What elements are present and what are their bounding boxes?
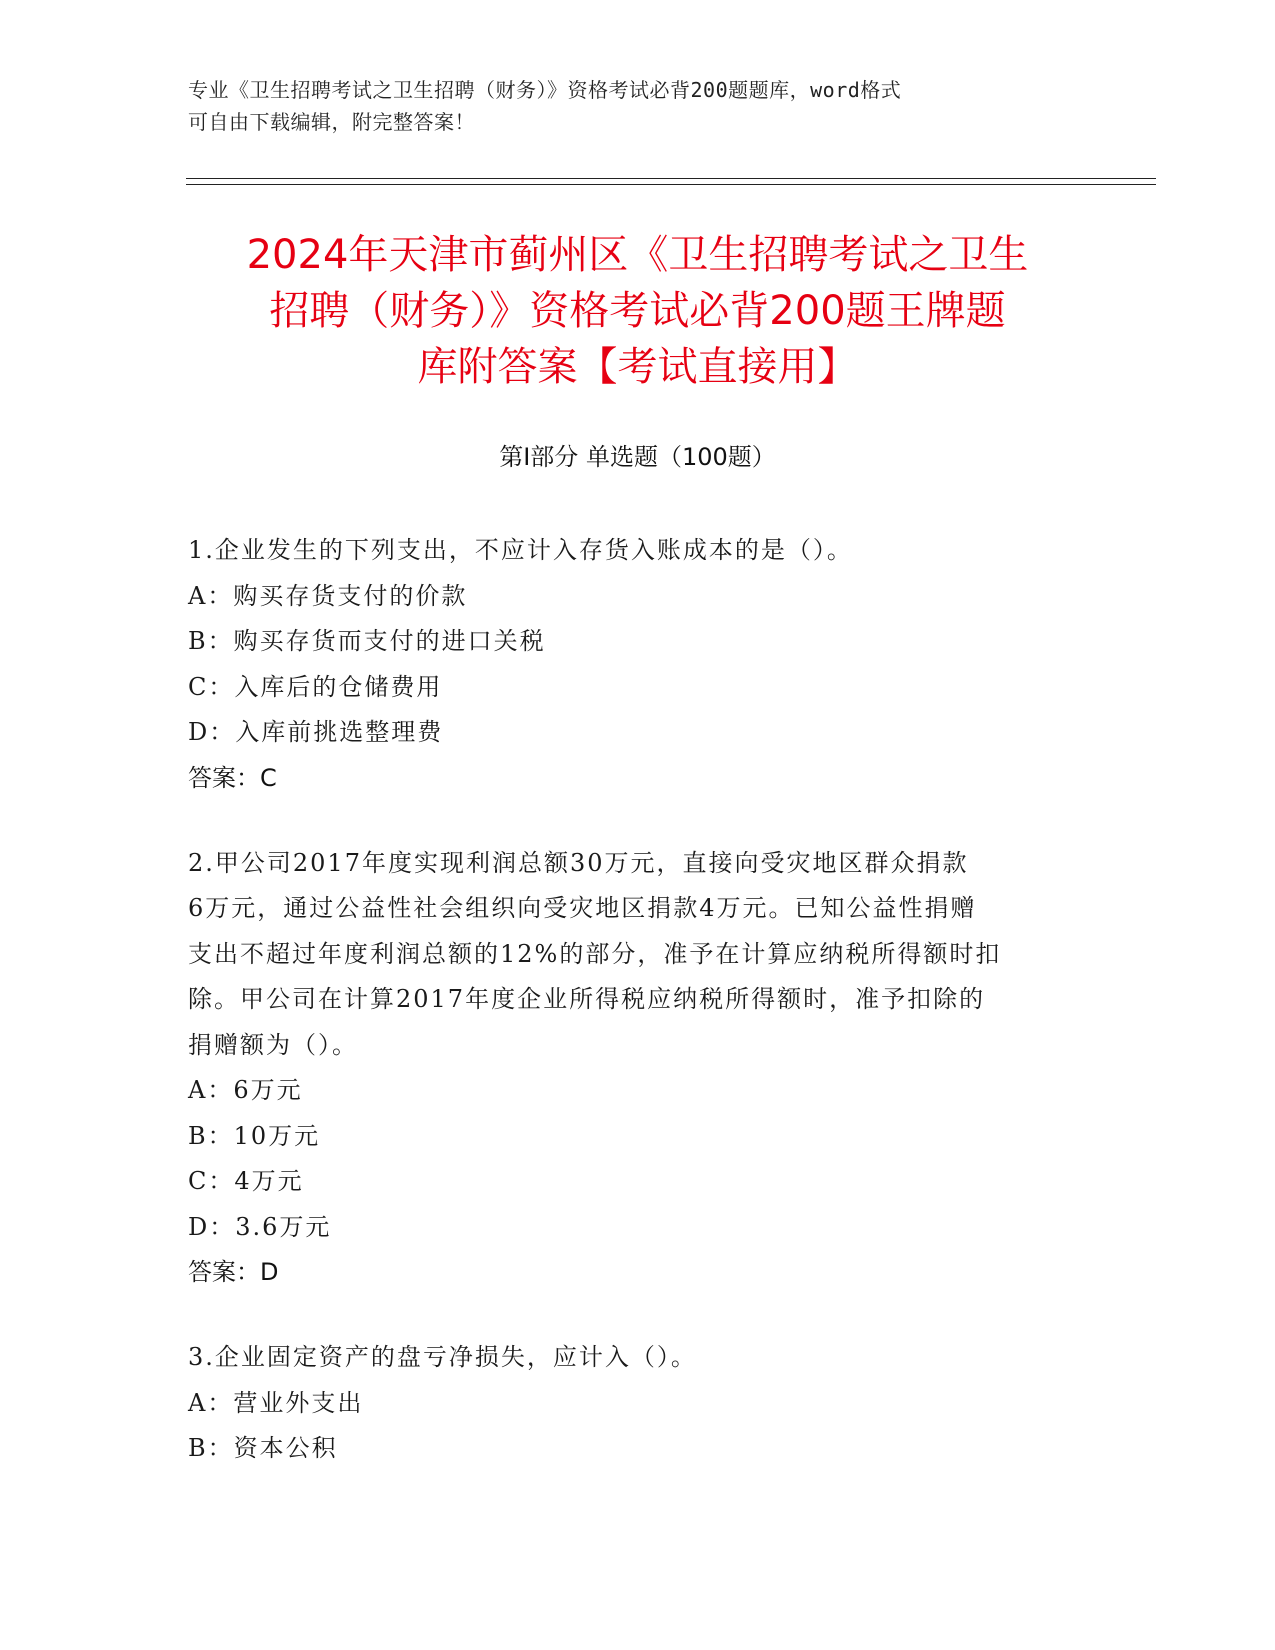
answer: 答案：D bbox=[188, 1258, 279, 1286]
question-2 bbox=[188, 841, 1078, 1296]
header-divider bbox=[186, 178, 1156, 179]
question-3 bbox=[188, 1335, 1078, 1472]
question-text: 6万元，通过公益性社会组织向受灾地区捐款4万元。已知公益性捐赠 bbox=[188, 894, 977, 922]
question-text: 支出不超过年度利润总额的12%的部分，准予在计算应纳税所得额时扣 bbox=[188, 939, 1002, 968]
section-title: 第Ⅰ部分 单选题（100题） bbox=[499, 443, 776, 471]
question-text: 1.企业发生的下列支出，不应计入存货入账成本的是（）。 bbox=[188, 536, 853, 564]
question-1 bbox=[188, 528, 1078, 801]
document-title bbox=[180, 227, 1095, 395]
option-a: A：6万元 bbox=[188, 1076, 303, 1104]
option-d: D：3.6万元 bbox=[188, 1212, 332, 1241]
title-line: 2024年天津市蓟州区《卫生招聘考试之卫生 bbox=[246, 232, 1029, 278]
header-divider bbox=[186, 184, 1156, 185]
option-b: B：购买存货而支付的进口关税 bbox=[188, 627, 546, 655]
option-c: C：入库后的仓储费用 bbox=[188, 672, 443, 701]
header-line: 可自由下载编辑，附完整答案！ bbox=[188, 110, 475, 134]
question-text: 除。甲公司在计算2017年度企业所得税应纳税所得额时，准予扣除的 bbox=[188, 985, 986, 1013]
header-line: 专业《卫生招聘考试之卫生招聘（财务）》资格考试必背200题题库，word格式 bbox=[188, 78, 902, 102]
option-a: A：营业外支出 bbox=[188, 1388, 364, 1417]
header-note bbox=[188, 74, 1068, 138]
answer: 答案：C bbox=[188, 763, 277, 792]
option-b: B：10万元 bbox=[188, 1121, 321, 1150]
option-b: B：资本公积 bbox=[188, 1434, 338, 1462]
question-text: 3.企业固定资产的盘亏净损失，应计入（）。 bbox=[188, 1343, 697, 1371]
title-line: 库附答案【考试直接用】 bbox=[417, 344, 858, 390]
option-a: A：购买存货支付的价款 bbox=[188, 581, 468, 610]
question-list bbox=[188, 528, 1078, 1512]
option-d: D：入库前挑选整理费 bbox=[188, 718, 444, 746]
option-c: C：4万元 bbox=[188, 1167, 304, 1195]
question-text: 捐赠额为（）。 bbox=[188, 1030, 358, 1059]
question-text: 2.甲公司2017年度实现利润总额30万元，直接向受灾地区群众捐款 bbox=[188, 848, 969, 877]
title-line: 招聘（财务）》资格考试必背200题王牌题 bbox=[269, 288, 1006, 334]
